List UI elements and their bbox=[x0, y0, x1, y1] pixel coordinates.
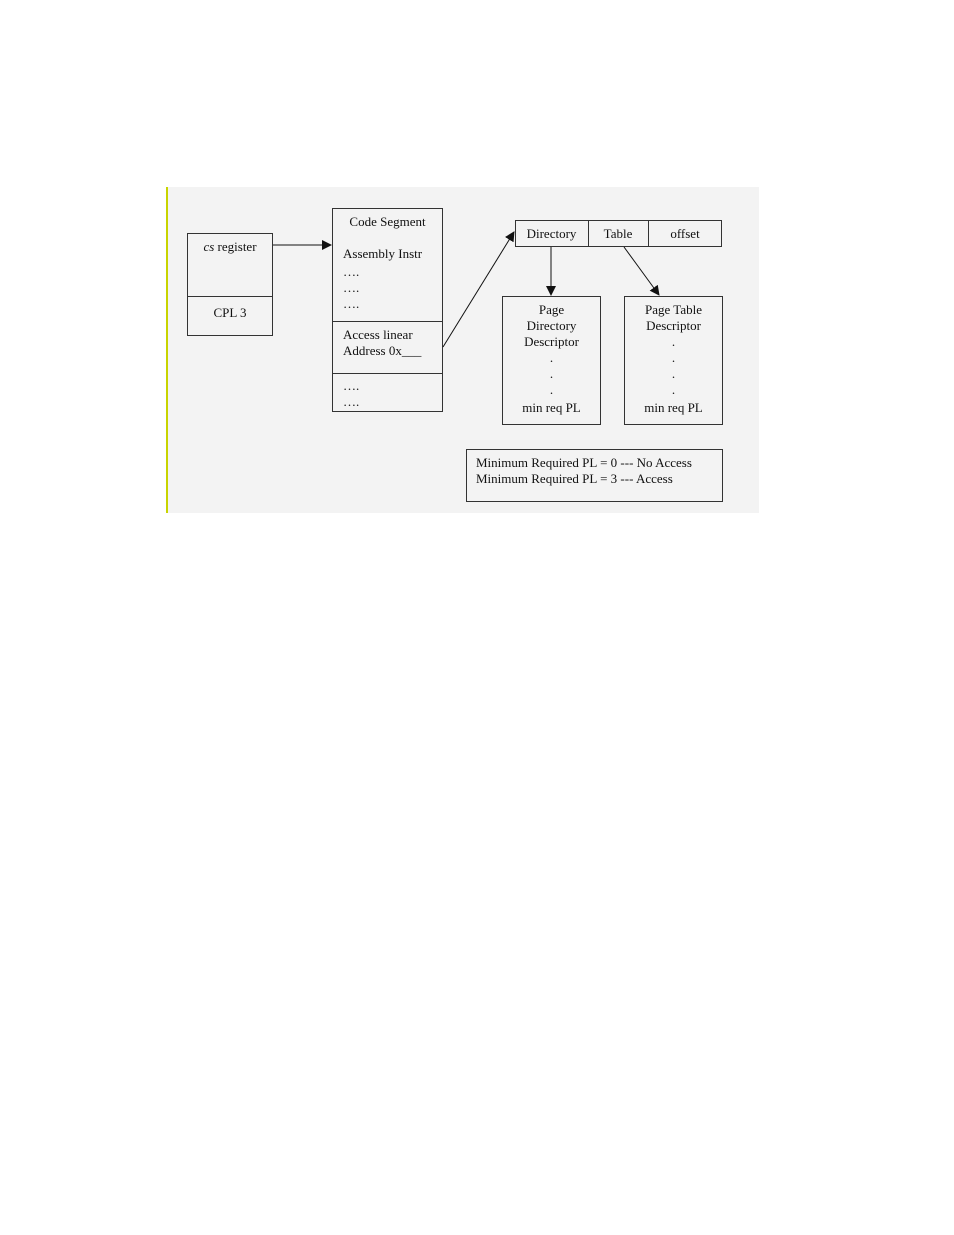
field-directory: Directory bbox=[526, 226, 577, 241]
page-table-dot-3: . bbox=[671, 366, 676, 381]
field-offset: offset bbox=[670, 226, 700, 241]
assembly-instr-label: Assembly Instr bbox=[343, 246, 423, 261]
page-table-dot-1: . bbox=[671, 334, 676, 349]
page-table-dot-4: . bbox=[671, 382, 676, 397]
code-dots-3: …. bbox=[343, 296, 360, 311]
arrow-address-to-linear bbox=[443, 232, 514, 347]
page-table-line-1: Page Table bbox=[645, 302, 702, 317]
cs-register-italic: cs bbox=[203, 239, 215, 254]
cpl-label: CPL 3 bbox=[213, 305, 247, 320]
page-directory-line-1: Page bbox=[538, 302, 565, 317]
page-directory-line-3: Descriptor bbox=[524, 334, 579, 349]
page-directory-footer: min req PL bbox=[522, 400, 581, 415]
tail-dots-1: …. bbox=[343, 378, 360, 393]
page-directory-dot-2: . bbox=[549, 366, 554, 381]
access-linear-label: Access linear bbox=[343, 327, 413, 342]
arrow-table-to-pte bbox=[624, 247, 659, 295]
address-label: Address 0x___ bbox=[343, 343, 422, 358]
page-table-footer: min req PL bbox=[644, 400, 703, 415]
legend-line-1: Minimum Required PL = 0 --- No Access bbox=[476, 455, 692, 470]
page-directory-dot-1: . bbox=[549, 350, 554, 365]
page-directory-line-2: Directory bbox=[526, 318, 577, 333]
page-table-dot-2: . bbox=[671, 350, 676, 365]
page-directory-dot-3: . bbox=[549, 382, 554, 397]
field-table: Table bbox=[603, 226, 633, 241]
legend-line-2: Minimum Required PL = 3 --- Access bbox=[476, 471, 673, 486]
tail-dots-2: …. bbox=[343, 394, 360, 409]
code-segment-title: Code Segment bbox=[349, 214, 426, 229]
code-dots-2: …. bbox=[343, 280, 360, 295]
page-table-line-2: Descriptor bbox=[646, 318, 701, 333]
code-dots-1: …. bbox=[343, 264, 360, 279]
cs-register-text: register bbox=[214, 239, 257, 254]
